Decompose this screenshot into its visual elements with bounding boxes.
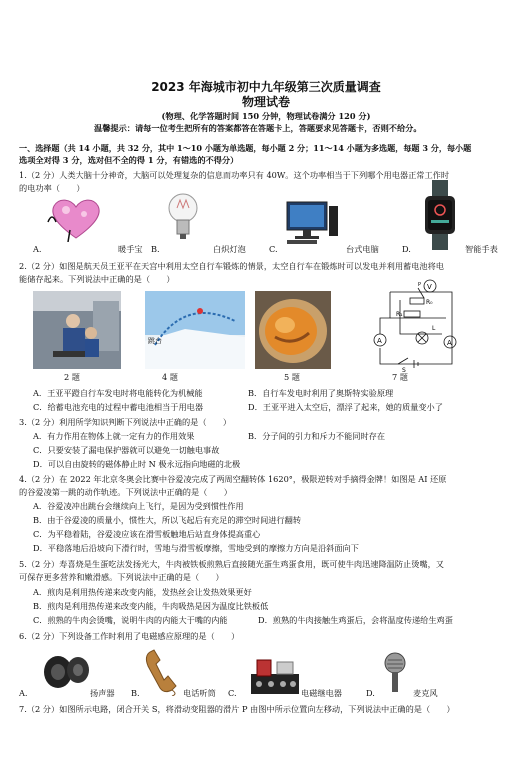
q1-option-b-letter: B. [151,244,160,254]
q3-option-a: A．有力作用在物体上就一定有力的作用效果 [33,431,195,441]
exam-note: (物理、化学答题时间 150 分钟，物理试卷满分 120 分) [161,111,371,121]
q6-option-a-text: 扬声器 [90,688,115,698]
q1-stem-line1: 1.（2 分）人类大脑十分神奇，大脑可以处理复杂的信息而功率只有 40W。这个功率相当于下列哪个用电器正常工作时 [19,170,450,180]
ski-trajectory-photo [145,291,245,369]
desktop-computer-image [283,200,339,246]
voltmeter-label: V [427,283,432,291]
q6-stem: 6.（2 分）下列设备工作时利用了电磁感应原理的是（ ） [19,631,240,641]
q3-stem: 3.（2 分）利用所学知识判断下列说法中正确的是（ ） [19,417,232,427]
q2-option-c: C．给蓄电池充电的过程中蓄电池相当于用电器 [33,402,204,412]
microphone-image [380,652,410,694]
q6-option-b-letter: B. [131,688,140,698]
q7-circuit-diagram [360,278,466,374]
q2-stem-line2: 能储存起来。下列说法中正确的是（ ） [19,274,175,284]
light-bulb-image [165,190,201,246]
q6-option-a-letter: A. [19,688,28,698]
ammeter1-label: A [377,337,382,345]
relay-image [247,656,303,696]
q1-option-a-letter: A. [33,244,42,254]
speaker-image [40,650,90,690]
q1-option-d-letter: D. [402,244,411,254]
q6-option-d-letter: D. [366,688,375,698]
lamp-label: L [432,325,436,332]
switch-label: S [402,367,406,374]
q5-stem-line1: 5.（2 分）寿喜烧是生蛋吃法发扬光大，牛肉被铁板煎熟后直接随光蛋生鸡蛋食用，既可使牛肉迅速降温防止烫嘴，又 [19,559,444,569]
q5-option-b: B．煎肉是利用热传递来改变内能，牛肉吸热是因为温度比铁板低 [33,601,269,611]
q1-option-c-text: 台式电脑 [346,244,379,254]
r0-label: R₀ [426,299,433,306]
section-heading-line2: 选项全对得 3 分，选对但不全的得 1 分，有错选的不得分） [19,155,239,165]
q6-option-c-text: 电磁继电器 [301,688,342,698]
slider-label: P [418,282,422,288]
ammeter2-label: A [447,339,452,347]
smart-watch-image [420,180,460,250]
q1-option-a-text: 暖手宝 [118,244,143,254]
q1-option-d-text: 智能手表 [465,244,498,254]
q4-option-a: A．谷爱凌冲出跳台会继续向上飞行，是因为受到惯性作用 [33,501,244,511]
telephone-receiver-image [142,646,182,696]
q2-option-d: D．王亚平进入太空后，漂浮了起来，她的质量变小了 [248,402,443,412]
figure-caption-q7: 7 题 [392,372,408,382]
figure-caption-q5: 5 题 [284,372,300,382]
q2-option-b: B．自行车发电时利用了奥斯特实验原理 [248,388,394,398]
r1-label: R₁ [396,311,403,318]
q4-option-b: B．由于谷爱凌的质量小，惯性大，所以飞起后有充足的滞空时间进行翻转 [33,515,302,525]
q4-option-d: D．平稳落地后沿坡向下滑行时，雪地与滑雪板摩擦，雪地受到的摩擦力方向是沿斜面向下 [33,543,359,553]
sukiyaki-photo [255,291,331,369]
q1-stem-line2: 的电功率（ ） [19,183,85,193]
exam-title: 2023 年海城市初中九年级第三次质量调查 [151,80,381,94]
q3-option-d: D．可以自由旋转的磁体静止时 N 极永远指向地磁的北极 [33,459,241,469]
q1-option-c-letter: C. [269,244,278,254]
q6-option-d-text: 麦克风 [413,688,438,698]
exam-subtitle: 物理试卷 [241,95,290,109]
q6-option-c-letter: C. [228,688,237,698]
q5-option-a: A．煎肉是利用热传递来改变内能，发热丝会让发热效果更好 [33,587,252,597]
q4-stem-line1: 4.（2 分）在 2022 年北京冬奥会比赛中谷爱凌完成了两周空翻转体 1620°，极限逆转对手摘得金牌！如图是 AI 还原 [19,474,447,484]
q1-option-b-text: 白炽灯泡 [213,244,246,254]
section-heading-line1: 一、选择题（共 14 小题，共 32 分，其中 1～10 小题为单选题，每小题 2 分；11～14 小题为多选题，每题 3 分，每小题 [19,143,472,153]
q4-stem-line2: 的谷爱凌第一跳的动作轨迹。下列说法中正确的是（ ） [19,487,232,497]
q7-stem: 7.（2 分）如图所示电路，闭合开关 S，将滑动变阻器的滑片 P 由图中所示位置向左移动，下列说法中正确的是（ ） [19,704,455,714]
figure-caption-q2: 2 题 [64,372,80,382]
hand-warmer-image [46,192,106,242]
q5-stem-line2: 可保存更多营养和嫩滑感。下列说法中正确的是（ ） [19,572,224,582]
figure-caption-q4: 4 题 [162,372,178,382]
q4-option-c: C．为平稳着陆，谷爱凌应该在滑雪板触地后站直身体提高重心 [33,529,261,539]
exam-tip: 温馨提示：请每一位考生把所有的答案都答在答题卡上，答题要求见答题卡，否则不给分。 [94,123,422,133]
q2-stem-line1: 2.（2 分）如图是航天员王亚平在天宫中利用太空自行车锻炼的情景，太空自行车在锻炼时可以发电并利用蓄电池将电 [19,261,444,271]
q5-option-d: D．煎熟的牛肉接触生鸡蛋后，会将温度传递给生鸡蛋 [258,615,453,625]
q2-option-a: A．王亚平蹬自行车发电时将电能转化为机械能 [33,388,203,398]
astronaut-bike-photo [33,291,121,369]
q3-option-c: C．只要安装了漏电保护器就可以避免一切触电事故 [33,445,220,455]
ski-jump-label: 跳台 [148,337,162,345]
q6-option-b-text: 电话听筒 [183,688,216,698]
q5-option-c: C．煎熟的牛肉会烫嘴，说明牛肉的内能大于嘴的内能 [33,615,228,625]
q3-option-b: B．分子间的引力和斥力不能同时存在 [248,431,386,441]
